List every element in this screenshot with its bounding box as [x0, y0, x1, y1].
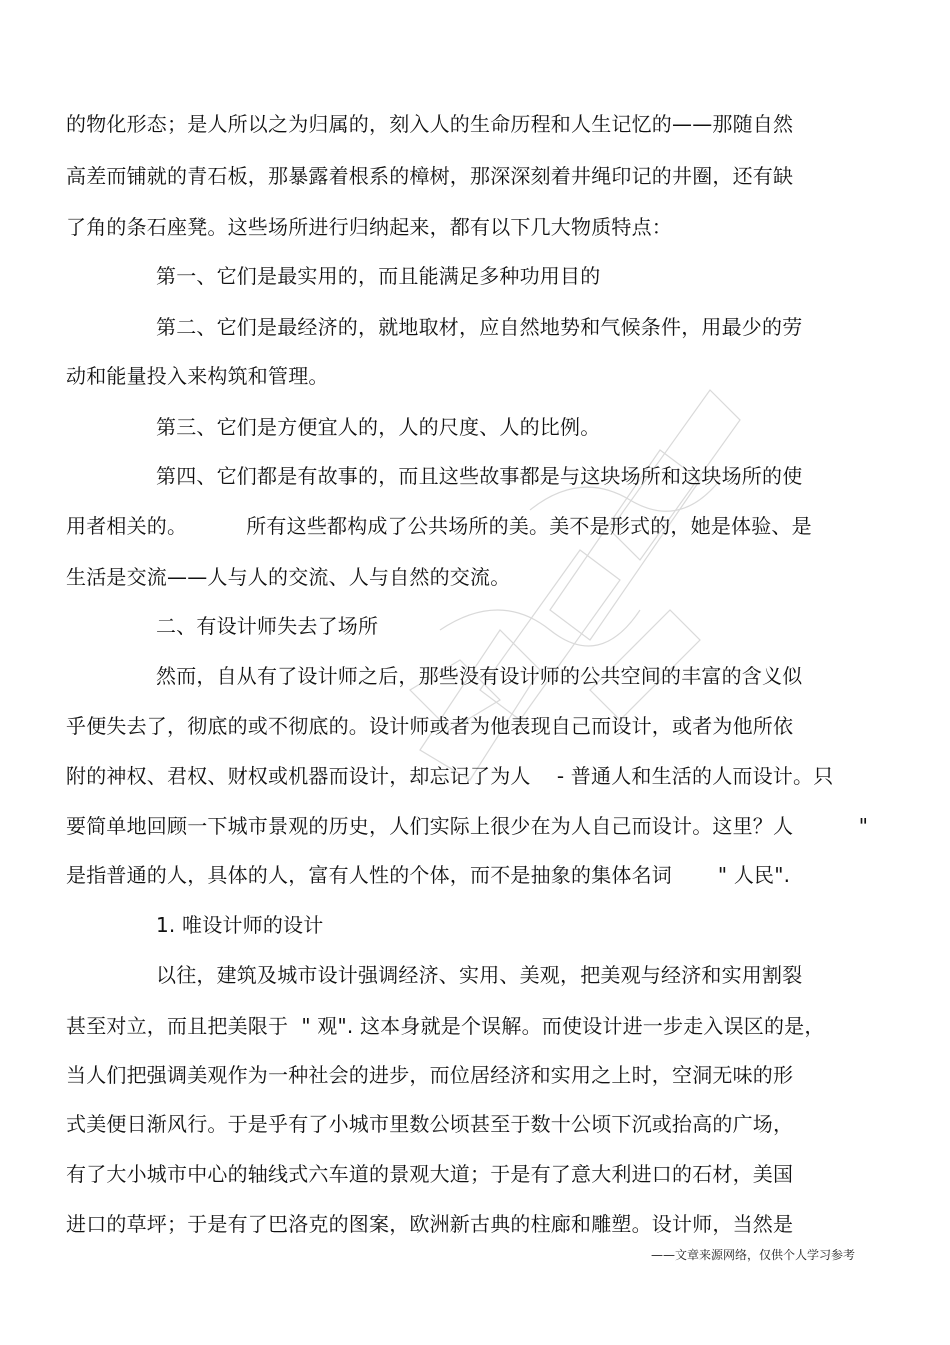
- paragraph-line: 了角的条石座凳。这些场所进行归纳起来，都有以下几大物质特点：: [66, 215, 672, 239]
- paragraph-line: 用者相关的。 所有这些都构成了公共场所的美。美不是形式的，她是体验、是: [66, 514, 812, 538]
- paragraph-line: 式美便日渐风行。于是乎有了小城市里数公顷甚至于数十公顷下沉或抬高的广场，: [66, 1112, 794, 1136]
- paragraph-line: 生活是交流——人与人的交流、人与自然的交流。: [66, 565, 511, 589]
- paragraph-line: 当人们把强调美观作为一种社会的进步，而位居经济和实用之上时，空洞无味的形: [66, 1063, 794, 1087]
- paragraph-line: 然而，自从有了设计师之后，那些没有设计师的公共空间的丰富的含义似: [156, 664, 803, 688]
- paragraph-line: 附的神权、君权、财权或机器而设计，却忘记了为人 - 普通人和生活的人而设计。只: [66, 764, 834, 788]
- paragraph-line: 以往，建筑及城市设计强调经济、实用、美观，把美观与经济和实用割裂: [156, 963, 803, 987]
- paragraph-line: 有了大小城市中心的轴线式六车道的景观大道；于是有了意大利进口的石材，美国: [66, 1162, 794, 1186]
- section-heading: 二、有设计师失去了场所: [156, 614, 379, 638]
- paragraph-line: 第四、它们都是有故事的，而且这些故事都是与这块场所和这块场所的使: [156, 464, 803, 488]
- paragraph-line: 第三、它们是方便宜人的，人的尺度、人的比例。: [156, 415, 601, 439]
- source-footnote: ——文章来源网络，仅供个人学习参考: [651, 1248, 856, 1262]
- paragraph-line: 是指普通的人，具体的人，富有人性的个体，而不是抽象的集体名词 " 人民".: [66, 863, 791, 887]
- paragraph-line: 高差而铺就的青石板，那暴露着根系的樟树，那深深刻着井绳印记的井圈，还有缺: [66, 164, 794, 188]
- subsection-heading: 1. 唯设计师的设计: [156, 913, 324, 937]
- paragraph-line: 第一、它们是最实用的，而且能满足多种功用目的: [156, 264, 601, 288]
- paragraph-line: 乎便失去了，彻底的或不彻底的。设计师或者为他表现自己而设计，或者为他所依: [66, 714, 794, 738]
- paragraph-line: 要简单地回顾一下城市景观的历史，人们实际上很少在为人自己而设计。这里？人 ": [66, 814, 869, 838]
- paragraph-line: 甚至对立，而且把美限于 " 观". 这本身就是个误解。而使设计进一步走入误区的是，: [66, 1014, 825, 1038]
- paragraph-line: 的物化形态；是人所以之为归属的，刻入人的生命历程和人生记忆的——那随自然: [66, 112, 794, 136]
- paragraph-line: 第二、它们是最经济的，就地取材，应自然地势和气候条件，用最少的劳: [156, 315, 803, 339]
- paragraph-line: 进口的草坪；于是有了巴洛克的图案，欧洲新古典的柱廊和雕塑。设计师，当然是: [66, 1212, 794, 1236]
- paragraph-line: 动和能量投入来构筑和管理。: [66, 364, 329, 388]
